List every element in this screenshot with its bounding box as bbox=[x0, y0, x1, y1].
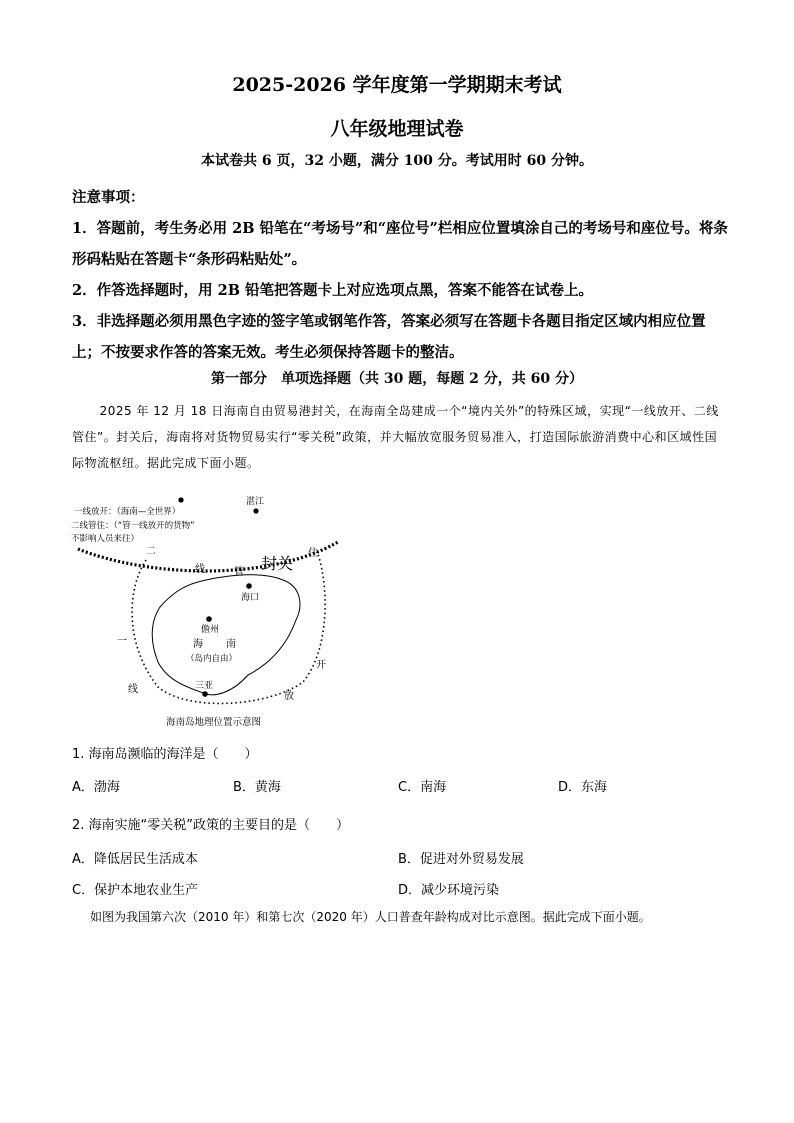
note-item: 2．作答选择题时，用 2B 铅笔把答题卡上对应选项点黑，答案不能答在试卷上。 bbox=[72, 282, 594, 299]
map-label-guan: 管 bbox=[234, 567, 244, 578]
map-caption: 海南岛地理位置示意图 bbox=[166, 717, 262, 728]
notes-heading: 注意事项： bbox=[72, 189, 145, 206]
q2-option-a: A．降低居民生活成本 bbox=[72, 852, 198, 867]
map-label-haikou: 海口 bbox=[241, 593, 260, 603]
q1-option-a: A．渤海 bbox=[72, 780, 120, 795]
sanya-city-dot bbox=[202, 691, 208, 697]
legend-dot bbox=[178, 497, 183, 502]
map-label-kai: 开 bbox=[316, 660, 326, 671]
q2-option-c: C．保护本地农业生产 bbox=[72, 883, 199, 898]
q2-option-b: B．促进对外贸易发展 bbox=[398, 852, 524, 867]
section-heading: 第一部分 单项选择题（共 30 题，每题 2 分，共 60 分） bbox=[211, 371, 583, 387]
hainan-island-outline bbox=[152, 575, 300, 695]
map-label-danzhou: 儋州 bbox=[201, 625, 220, 635]
fengguan-line bbox=[78, 542, 338, 571]
map-label-hainan-2: 南 bbox=[226, 639, 236, 650]
zhanjiang-city-dot bbox=[253, 508, 258, 513]
q1-option-b: B．黄海 bbox=[233, 780, 281, 795]
map-legend-3: 不影响人员来往） bbox=[71, 534, 140, 544]
passage-hainan: 2025 年 12 月 18 日海南自由贸易港封关，在海南全岛建成一个“境内关外”的特殊区域，实现“一线放开、二线管住”。封关后，海南将对货物贸易实行“零关税”政策，并大幅放宽服务贸易准入，打造国际旅游消费中心和区域性国际物流枢纽。据此完成下面小题。 bbox=[72, 404, 719, 470]
map-label-xian-left: 线 bbox=[128, 684, 138, 695]
question-1-stem: 1. 海南岛濒临的海洋是（ ） bbox=[72, 747, 258, 762]
map-label-xian-top: 线 bbox=[195, 564, 205, 575]
map-legend-1: 一线放开：（海南—全世界） bbox=[74, 507, 181, 517]
q2-option-d: D．减少环境污染 bbox=[398, 883, 500, 898]
map-label-zhanjiang: 湛江 bbox=[246, 497, 265, 507]
map-label-yi: 一 bbox=[117, 636, 127, 647]
danzhou-city-dot bbox=[206, 616, 212, 622]
exam-subtitle: 八年级地理试卷 bbox=[330, 118, 464, 140]
map-label-er: 二 bbox=[146, 546, 156, 557]
question-2-stem: 2. 海南实施“零关税”政策的主要目的是（ ） bbox=[72, 818, 350, 833]
map-label-fengguan: 封关 bbox=[261, 554, 294, 573]
passage-census: 如图为我国第六次（2010 年）和第七次（2020 年）人口普查年龄构成对比示意图。据此完成下面小题。 bbox=[90, 910, 651, 924]
notes-section bbox=[72, 182, 732, 368]
map-legend-2: 二线管住：（“管一线放开的货物” bbox=[71, 521, 195, 531]
exam-info: 本试卷共 6 页，32 小题，满分 100 分。考试用时 60 分钟。 bbox=[200, 153, 594, 169]
exam-title: 2025-2026 学年度第一学期期末考试 bbox=[232, 74, 562, 96]
map-label-free: （岛内自由） bbox=[186, 654, 238, 664]
map-label-fang: 放 bbox=[284, 691, 294, 702]
hainan-map bbox=[68, 492, 358, 732]
q1-option-d: D．东海 bbox=[558, 780, 608, 795]
q1-option-c: C．南海 bbox=[398, 780, 447, 795]
map-label-zhu: 住 bbox=[308, 548, 318, 559]
map-label-sanya: 三亚 bbox=[195, 681, 214, 691]
haikou-city-dot bbox=[246, 583, 252, 589]
note-item: 3．非选择题必须用黑色字迹的签字笔或钢笔作答，答案必须写在答题卡各题目指定区域内相应位置上；不按要求作答的答案无效。考生必须保持答题卡的整洁。 bbox=[72, 313, 706, 361]
map-label-hainan-1: 海 bbox=[193, 639, 203, 650]
note-item: 1．答题前，考生务必用 2B 铅笔在“考场号”和“座位号”栏相应位置填涂自己的考场号和座位号。将条形码粘贴在答题卡“条形码粘贴处”。 bbox=[72, 220, 728, 268]
